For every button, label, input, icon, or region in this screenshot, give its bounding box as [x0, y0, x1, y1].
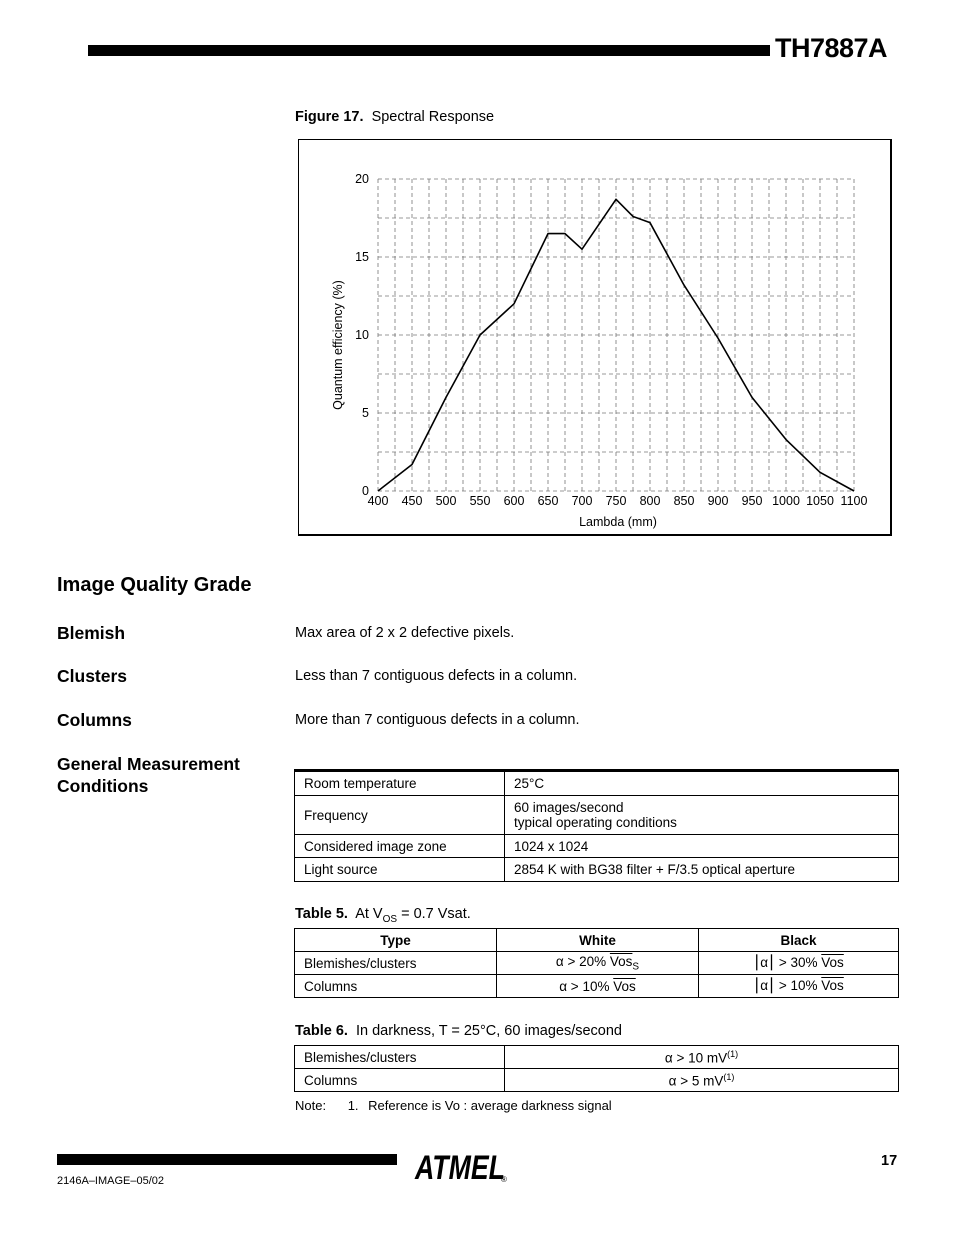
heading-blemish: Blemish	[57, 623, 126, 643]
heading-general-measurement-line1: General Measurement	[57, 754, 240, 774]
note-text: Reference is Vo : average darkness signal	[368, 1098, 612, 1113]
x-tick-label: 850	[673, 494, 695, 508]
footnote-ref: (1)	[727, 1048, 739, 1059]
logo-text: ATMEL	[414, 1149, 505, 1185]
conditions-table	[294, 769, 899, 882]
footnote-ref: (1)	[723, 1071, 735, 1082]
table-cell: 2854 K with BG38 filter + F/3.5 optical aperture	[505, 858, 899, 882]
dark-threshold: α > 5 mV	[668, 1073, 724, 1089]
vos-symbol: $\overline{Vos}$	[609, 953, 633, 969]
table-cell	[505, 1046, 899, 1069]
table-cell: Considered image zone	[295, 835, 505, 858]
figure-caption-text: Spectral Response	[371, 109, 495, 125]
table-cell	[497, 975, 699, 998]
columns-text: More than 7 contiguous defects in a column.	[295, 712, 580, 728]
table-header-row	[295, 929, 899, 952]
y-axis-label: Quantum efficiency (%)	[331, 280, 345, 410]
vos-symbol: $\overline{Vos}$	[821, 955, 844, 970]
table-header: Type	[295, 929, 497, 952]
table-row	[295, 771, 899, 796]
page-number: 17	[881, 1153, 898, 1169]
y-tick-label: 15	[355, 250, 369, 264]
table-cell: Light source	[295, 858, 505, 882]
heading-general-measurement-line2: Conditions	[57, 776, 149, 796]
figure-caption	[295, 109, 494, 125]
heading-general-measurement	[57, 753, 240, 797]
header-rule	[88, 45, 770, 56]
footer-rule	[57, 1154, 397, 1165]
document-code: 2146A–IMAGE–05/02	[57, 1175, 165, 1187]
vos-symbol: $\overline{Vos}$	[613, 978, 636, 994]
y-tick-label: 10	[355, 328, 369, 342]
x-tick-label: 800	[639, 494, 661, 508]
section-title-image-quality: Image Quality Grade	[57, 574, 252, 596]
spectral-response-chart	[298, 139, 892, 536]
table-cell	[699, 952, 899, 975]
table-row	[295, 1046, 899, 1069]
x-tick-label: 950	[741, 494, 763, 508]
table-cell	[505, 796, 899, 835]
table5-caption	[295, 906, 471, 925]
table-cell: Room temperature	[295, 771, 505, 796]
table-row	[295, 1069, 899, 1092]
table6-caption	[295, 1023, 622, 1039]
table-row	[295, 975, 899, 998]
x-axis-label: Lambda (mm)	[579, 515, 657, 529]
x-tick-label: 600	[503, 494, 525, 508]
table-cell: Blemishes/clusters	[295, 1046, 505, 1069]
white-threshold: α > 10%	[559, 978, 614, 994]
atmel-logo	[412, 1135, 512, 1185]
note-label: Note:	[295, 1098, 327, 1113]
table-cell: Columns	[295, 1069, 505, 1092]
table-row	[295, 835, 899, 858]
white-threshold: α > 20%	[555, 953, 610, 969]
x-tick-label: 700	[571, 494, 593, 508]
table-cell	[505, 1069, 899, 1092]
note-number: 1.	[347, 1098, 359, 1113]
heading-columns: Columns	[57, 710, 132, 730]
x-tick-label: 1000	[772, 494, 800, 508]
table5-caption-post: = 0.7 Vsat.	[397, 906, 471, 922]
table5-label: Table 5.	[295, 906, 348, 922]
x-tick-label: 1050	[806, 494, 834, 508]
clusters-text: Less than 7 contiguous defects in a column.	[295, 668, 578, 684]
x-tick-label: 650	[537, 494, 559, 508]
table5-caption-pre: At V	[355, 906, 383, 922]
table5-caption-sub: OS	[382, 913, 398, 925]
vos-subscript: S	[632, 961, 640, 973]
figure-label: Figure 17.	[295, 109, 364, 125]
table-cell: 1024 x 1024	[505, 835, 899, 858]
table-header: White	[497, 929, 699, 952]
table-row	[295, 796, 899, 835]
dark-threshold: α > 10 mV	[664, 1050, 728, 1066]
table-cell	[699, 975, 899, 998]
table-note	[295, 1098, 612, 1113]
blemish-text: Max area of 2 x 2 defective pixels.	[295, 625, 515, 641]
table6-label: Table 6.	[295, 1023, 348, 1039]
table-cell: 25°C	[505, 771, 899, 796]
table6	[294, 1045, 899, 1092]
y-tick-label: 20	[355, 172, 369, 186]
x-tick-label: 1100	[840, 494, 868, 508]
x-tick-label: 550	[469, 494, 491, 508]
black-threshold: ⎮α⎮ > 10%	[753, 978, 822, 993]
heading-clusters: Clusters	[57, 666, 128, 686]
x-tick-label: 900	[707, 494, 729, 508]
table-row	[295, 952, 899, 975]
y-tick-label: 5	[362, 406, 369, 420]
x-tick-label: 500	[435, 494, 457, 508]
table-cell: Columns	[295, 975, 497, 998]
x-tick-label: 450	[401, 494, 423, 508]
vos-symbol: $\overline{Vos}$	[821, 978, 844, 993]
table-cell: Frequency	[295, 796, 505, 835]
table-row	[295, 858, 899, 882]
table-cell	[497, 952, 699, 975]
frequency-value: 60 images/second	[514, 800, 624, 815]
table-header: Black	[699, 929, 899, 952]
table6-caption-text: In darkness, T = 25°C, 60 images/second	[355, 1023, 622, 1039]
registered-mark: ®	[501, 1175, 507, 1184]
table-cell: Blemishes/clusters	[295, 952, 497, 975]
frequency-note: typical operating conditions	[514, 815, 677, 830]
document-title: TH7887A	[775, 33, 888, 63]
y-tick-label: 0	[362, 484, 369, 498]
x-tick-label: 750	[605, 494, 627, 508]
black-threshold: ⎮α⎮ > 30%	[753, 955, 822, 970]
x-tick-label: 400	[367, 494, 389, 508]
table5	[294, 928, 899, 998]
